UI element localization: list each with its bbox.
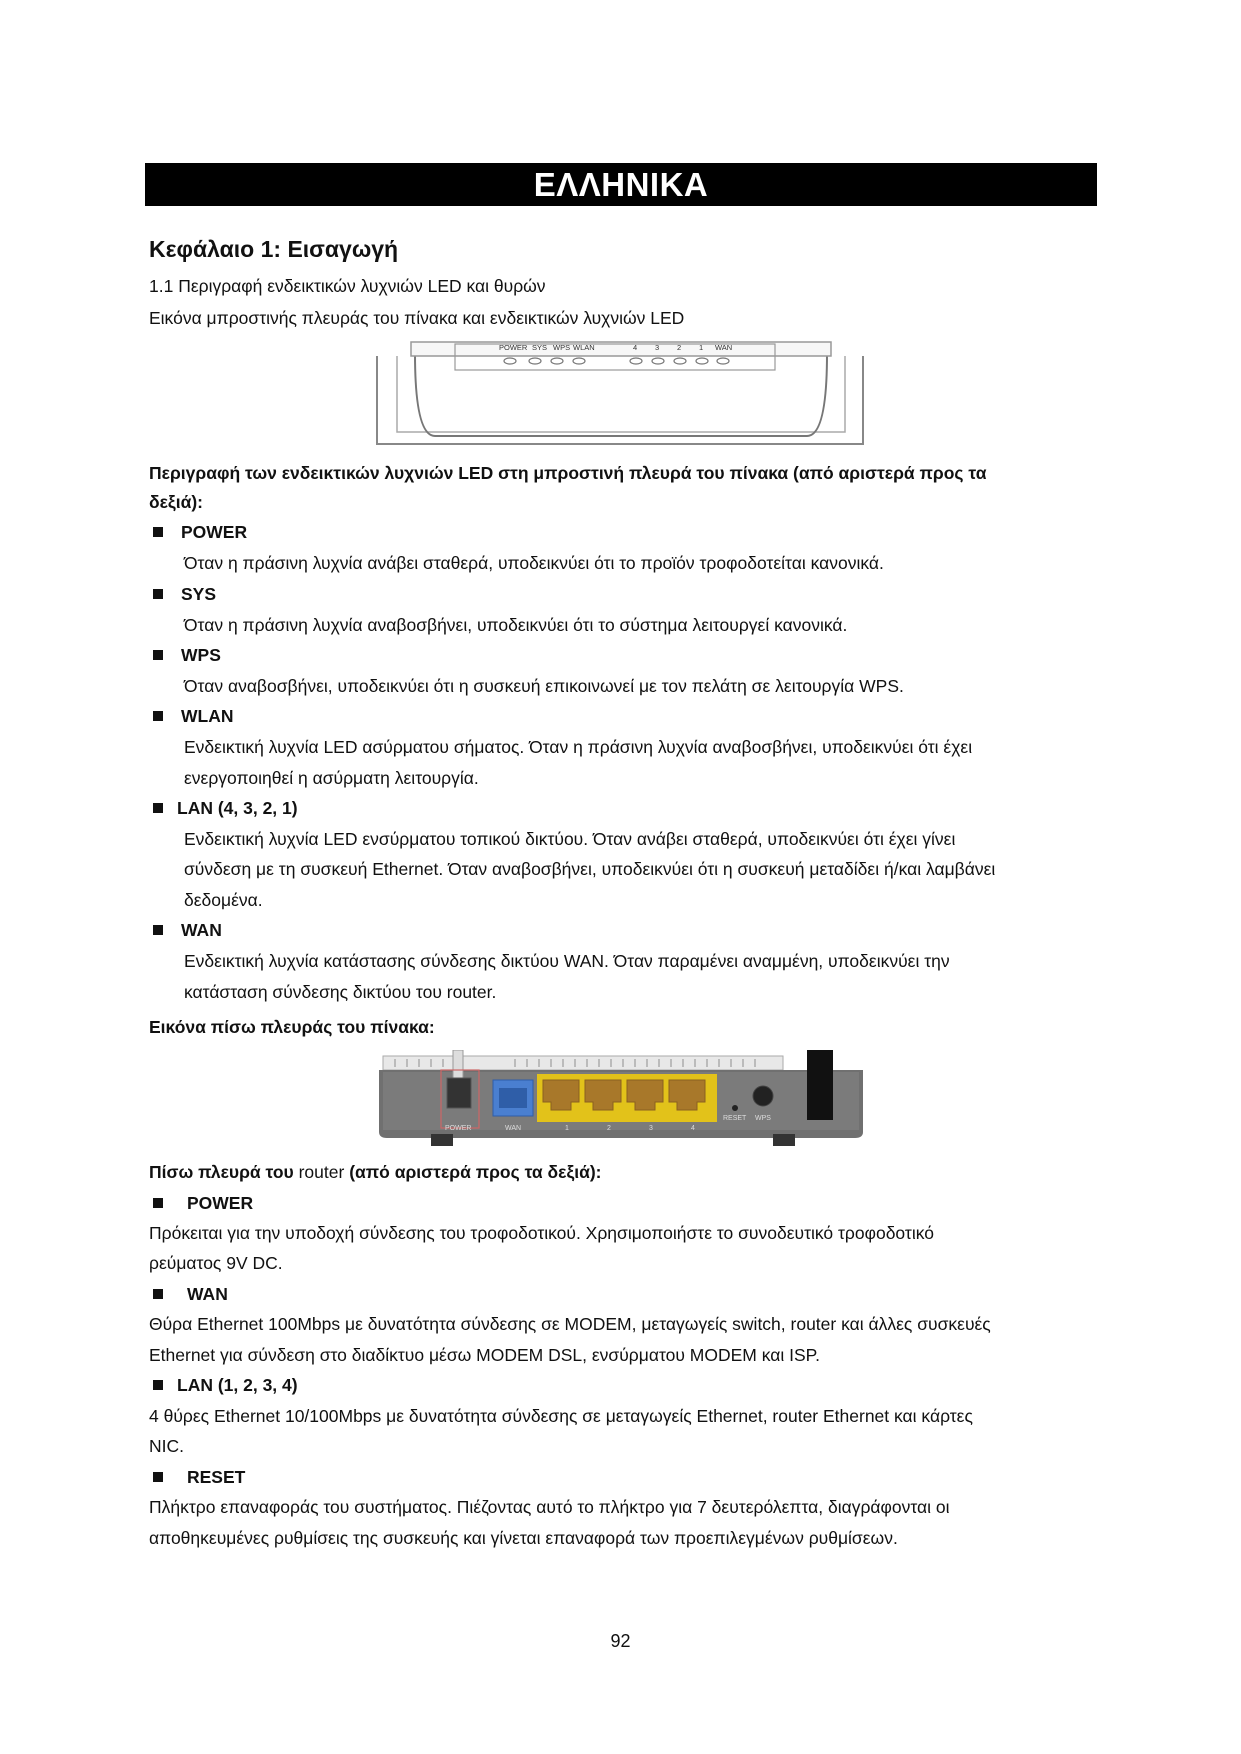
router-back-panel-illustration bbox=[375, 1050, 867, 1152]
page-number: 92 bbox=[610, 1631, 631, 1651]
front-item-lan: LAN (4, 3, 2, 1) bbox=[153, 798, 298, 819]
front-item-sys-desc: Όταν η πράσινη λυχνία αναβοσβήνει, υποδεικνύει ότι το σύστημα λειτουργεί κανονικά. bbox=[184, 615, 848, 635]
bullet-icon bbox=[153, 711, 163, 721]
back-figure-caption: Εικόνα πίσω πλευράς του πίνακα: bbox=[149, 1017, 435, 1037]
front-item-sys: SYS bbox=[153, 584, 216, 605]
front-item-power-desc: Όταν η πράσινη λυχνία ανάβει σταθερά, υποδεικνύει ότι το προϊόν τροφοδοτείται κανονικά. bbox=[184, 553, 884, 573]
back-label-power: POWER bbox=[445, 1125, 472, 1132]
bullet-icon bbox=[153, 925, 163, 935]
back-label-lan4: 4 bbox=[691, 1125, 695, 1132]
front-item-wlan: WLAN bbox=[153, 706, 233, 727]
bullet-icon bbox=[153, 803, 163, 813]
front-label-lan4: 4 bbox=[633, 343, 638, 352]
back-item-wan-desc-2: Ethernet για σύνδεση στο διαδίκτυο μέσω MODEM DSL, ενσύρματου MODEM και ISP. bbox=[149, 1345, 820, 1365]
back-item-lan-desc-1: 4 θύρες Ethernet 10/100Mbps με δυνατότητα σύνδεσης σε μεταγωγείς Ethernet, router Ethernet και κάρτες bbox=[149, 1406, 973, 1426]
front-label-lan1: 1 bbox=[699, 343, 704, 352]
back-item-power-desc-2: ρεύματος 9V DC. bbox=[149, 1253, 283, 1273]
back-item-wan-desc-1: Θύρα Ethernet 100Mbps με δυνατότητα σύνδεσης σε MODEM, μεταγωγείς switch, router και άλλες συσκευές bbox=[149, 1314, 991, 1334]
bullet-icon bbox=[153, 1198, 163, 1208]
back-label-wps: WPS bbox=[755, 1115, 771, 1122]
back-label-lan2: 2 bbox=[607, 1125, 611, 1132]
back-label-reset: RESET bbox=[723, 1115, 747, 1122]
front-figure-caption: Εικόνα μπροστινής πλευράς του πίνακα και ενδεικτικών λυχνιών LED bbox=[149, 308, 685, 328]
front-label-wlan: WLAN bbox=[573, 343, 595, 352]
front-label-lan3: 3 bbox=[655, 343, 660, 352]
back-item-lan: LAN (1, 2, 3, 4) bbox=[153, 1375, 298, 1396]
front-item-lan-desc-2: σύνδεση με τη συσκευή Ethernet. Όταν αναβοσβήνει, υποδεικνύει ότι η συσκευή μεταδίδει ή/και λαμβάνει bbox=[184, 859, 996, 879]
bullet-icon bbox=[153, 1472, 163, 1482]
front-item-wlan-desc-1: Ενδεικτική λυχνία LED ασύρματου σήματος. Όταν η πράσινη λυχνία αναβοσβήνει, υποδεικνύει ότι έχει bbox=[184, 737, 973, 757]
front-item-lan-desc-1: Ενδεικτική λυχνία LED ενσύρματου τοπικού δικτύου. Όταν ανάβει σταθερά, υποδεικνύει ότι έχει γίνει bbox=[184, 829, 956, 849]
front-label-power: POWER bbox=[499, 343, 528, 352]
back-item-reset-desc-1: Πλήκτρο επαναφοράς του συστήματος. Πιέζοντας αυτό το πλήκτρο για 7 δευτερόλεπτα, διαγράφονται οι bbox=[149, 1497, 950, 1517]
back-label-wan: WAN bbox=[505, 1125, 522, 1132]
back-item-wan: WAN bbox=[153, 1284, 228, 1305]
bullet-icon bbox=[153, 527, 163, 537]
back-item-reset-desc-2: αποθηκευμένες ρυθμίσεις της συσκευής και γίνεται επαναφορά των προεπιλεγμένων ρυθμίσεων. bbox=[149, 1528, 898, 1548]
section-title: 1.1 Περιγραφή ενδεικτικών λυχνιών LED και θυρών bbox=[149, 276, 546, 296]
front-item-wan-desc-1: Ενδεικτική λυχνία κατάστασης σύνδεσης δικτύου WAN. Όταν παραμένει αναμμένη, υποδεικνύει την bbox=[184, 951, 950, 971]
back-label-lan1: 1 bbox=[565, 1125, 569, 1132]
router-front-panel-illustration bbox=[375, 334, 867, 452]
back-label-lan3: 3 bbox=[649, 1125, 653, 1132]
front-label-wan: WAN bbox=[715, 343, 733, 352]
bullet-icon bbox=[153, 589, 163, 599]
back-item-power: POWER bbox=[153, 1193, 253, 1214]
bullet-icon bbox=[153, 1380, 163, 1390]
front-item-wps: WPS bbox=[153, 645, 221, 666]
front-item-wan-desc-2: κατάσταση σύνδεσης δικτύου του router. bbox=[184, 982, 497, 1002]
front-item-power: POWER bbox=[153, 522, 247, 543]
bullet-icon bbox=[153, 1289, 163, 1299]
front-label-wps: WPS bbox=[553, 343, 571, 352]
front-item-lan-desc-3: δεδομένα. bbox=[184, 890, 263, 910]
front-label-sys: SYS bbox=[532, 343, 548, 352]
back-heading: Πίσω πλευρά του router (από αριστερά προς τα δεξιά): bbox=[149, 1162, 602, 1182]
back-item-reset: RESET bbox=[153, 1467, 245, 1488]
front-item-wan: WAN bbox=[153, 920, 222, 941]
bullet-icon bbox=[153, 650, 163, 660]
front-desc-heading-line1: Περιγραφή των ενδεικτικών λυχνιών LED στη μπροστινή πλευρά του πίνακα (από αριστερά προς τα bbox=[149, 463, 987, 483]
front-desc-heading-line2: δεξιά): bbox=[149, 492, 203, 512]
back-item-lan-desc-2: NIC. bbox=[149, 1436, 184, 1456]
back-item-power-desc-1: Πρόκειται για την υποδοχή σύνδεσης του τροφοδοτικού. Χρησιμοποιήστε το συνοδευτικό τροφοδοτικό bbox=[149, 1223, 934, 1243]
language-banner: ΕΛΛΗΝΙΚΑ bbox=[145, 163, 1097, 206]
front-item-wps-desc: Όταν αναβοσβήνει, υποδεικνύει ότι η συσκευή επικοινωνεί με τον πελάτη σε λειτουργία WPS. bbox=[184, 676, 904, 696]
front-label-lan2: 2 bbox=[677, 343, 682, 352]
chapter-title: Κεφάλαιο 1: Εισαγωγή bbox=[149, 236, 399, 262]
front-item-wlan-desc-2: ενεργοποιηθεί η ασύρματη λειτουργία. bbox=[184, 768, 479, 788]
